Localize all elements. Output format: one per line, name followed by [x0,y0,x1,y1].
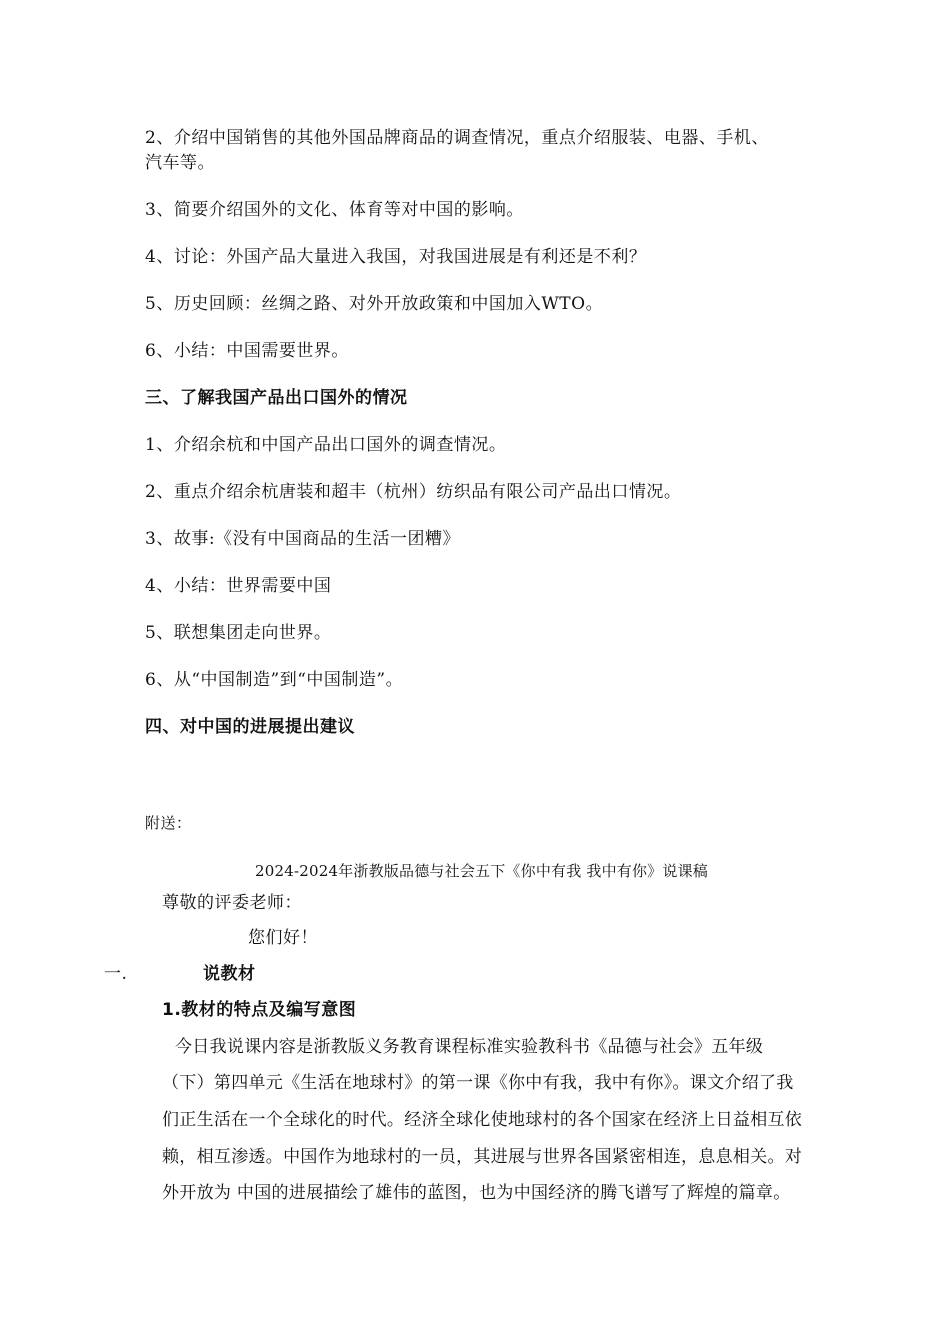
section3-item6: 6、从“中国制造”到“中国制造”。 [145,670,404,690]
greeting-line1: 尊敬的评委老师： [162,893,302,913]
paragraph-line: 赖，相互渗透。中国作为地球村的一员，其进展与世界各国紧密相连，息息相关。对 [162,1147,803,1167]
section3-item1: 1、介绍余杭和中国产品出口国外的调查情况。 [145,435,507,455]
part1-number: 一. [104,964,128,984]
section2-item2-line1: 2、介绍中国销售的其他外国品牌商品的调查情况，重点介绍服装、电器、手机、 [145,128,769,148]
section3-item5: 5、联想集团走向世界。 [145,623,332,643]
paragraph-line: 们正生活在一个全球化的时代。经济全球化使地球村的各个国家在经济上日益相互依 [162,1110,803,1130]
section2-item6: 6、小结：中国需要世界。 [145,341,349,361]
paragraph-line: （下）第四单元《生活在地球村》的第一课《你中有我，我中有你》。课文介绍了我 [162,1073,794,1093]
section2-item3: 3、简要介绍国外的文化、体育等对中国的影响。 [145,200,524,220]
appendix-label: 附送： [145,814,192,832]
section4-heading: 四、对中国的进展提出建议 [145,717,355,737]
section2-item5: 5、历史回顾：丝绸之路、对外开放政策和中国加入WTO。 [145,294,604,314]
part1-title: 说教材 [203,964,256,984]
subsection1-title: 1.教材的特点及编写意图 [162,1000,357,1020]
paragraph-line: 今日我说课内容是浙教版义务教育课程标准实验教科书《品德与社会》五年级 [175,1037,764,1057]
section3-item4: 4、小结：世界需要中国 [145,576,332,596]
appendix-title: 2024-2024年浙教版品德与社会五下《你中有我 我中有你》说课稿 [255,862,708,880]
section2-item2-line2: 汽车等。 [145,153,215,173]
paragraph-line: 外开放为 中国的进展描绘了雄伟的蓝图，也为中国经济的腾飞谱写了辉煌的篇章。 [162,1183,791,1203]
greeting-line2: 您们好！ [248,928,318,948]
section2-item4: 4、讨论：外国产品大量进入我国，对我国进展是有利还是不利？ [145,247,647,267]
section3-item2: 2、重点介绍余杭唐装和超丰（杭州）纺织品有限公司产品出口情况。 [145,482,682,502]
section3-heading: 三、了解我国产品出口国外的情况 [145,388,408,408]
section3-item3: 3、故事:《没有中国商品的生活一团糟》 [145,529,461,549]
